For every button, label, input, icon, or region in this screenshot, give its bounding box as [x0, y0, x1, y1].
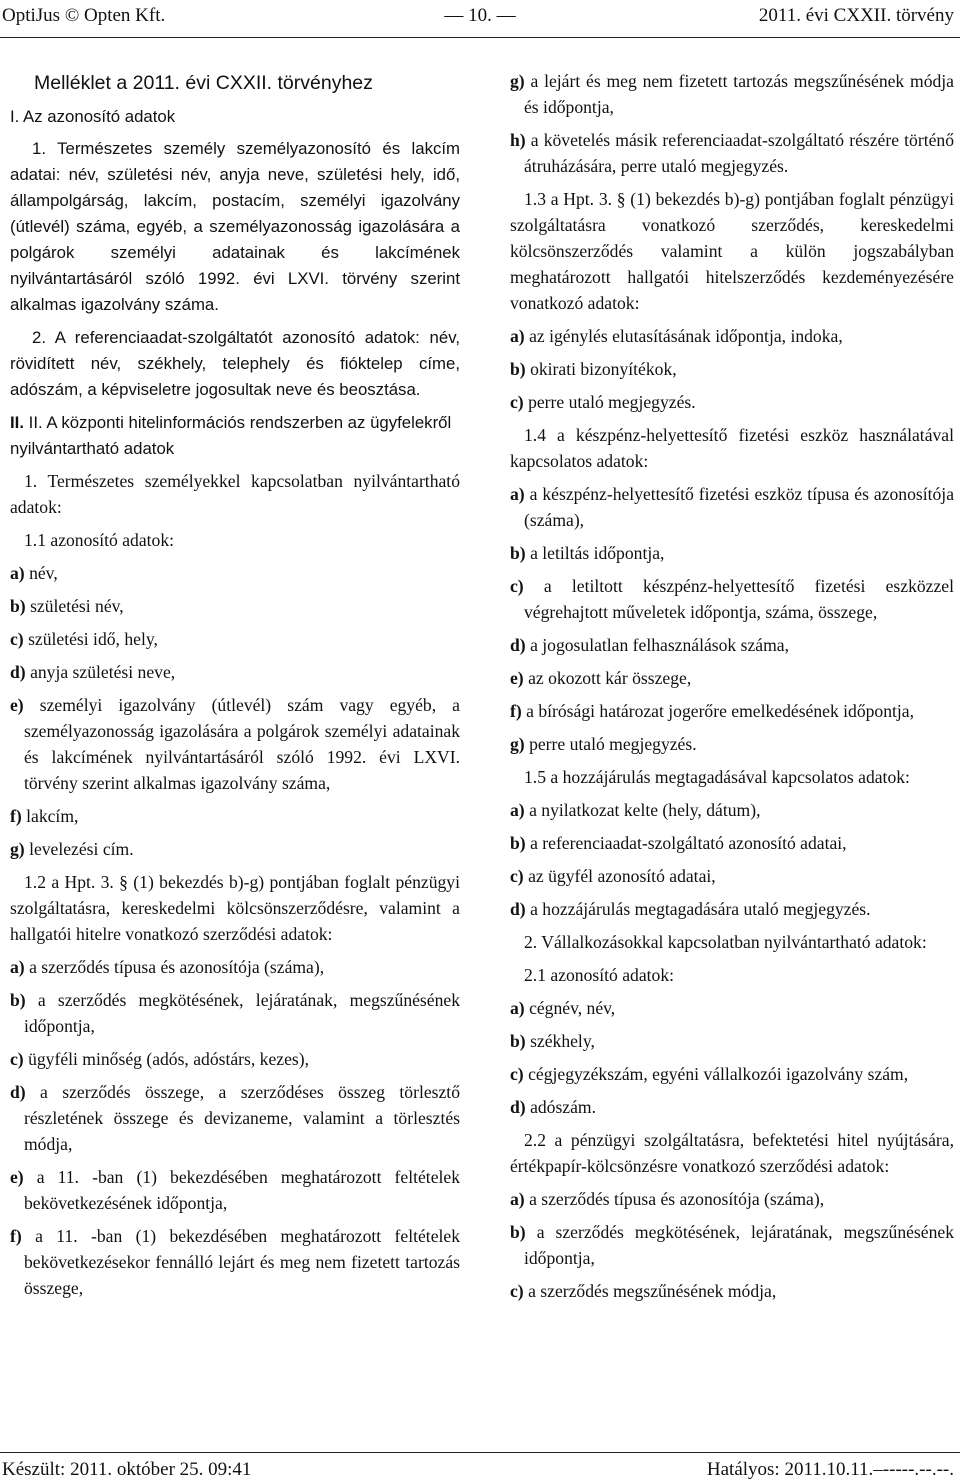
list-item: a) cégnév, név, — [510, 998, 616, 1018]
list-item: a) a szerződés típusa és azonosítója (száma), — [510, 1189, 825, 1209]
list-application-data — [510, 323, 954, 415]
list-item: d) adószám. — [510, 1097, 597, 1117]
list-item: d) a jogosulatlan felhasználások száma, — [510, 635, 789, 655]
list-item: b) születési név, — [10, 596, 124, 616]
paragraph: 2. A referenciaadat-szolgáltatót azonosító adatok: név, rövidített név, székhely, telephely és fióktelep címe, adószám, a képviseletre jogosultak neve és beosztása. — [10, 328, 460, 399]
paragraph: 1.3 a Hpt. 3. § (1) bekezdés b)-g) pontjában foglalt pénzügyi szolgáltatásra vonatkozó szerződés, kereskedelmi kölcsönszerződés valamint a külön jogszabályban meghatározott hallgatói hitelszerződés kezdeményezésére vonatkozó adatok: — [510, 189, 954, 313]
paragraph: 1. Természetes személyekkel kapcsolatban nyilvántartható adatok: — [10, 471, 460, 517]
section-number: II. — [10, 413, 24, 432]
list-item: a) az igénylés elutasításának időpontja, indoka, — [510, 326, 843, 346]
list-identifiers — [10, 560, 460, 862]
list-item: f) a 11. -ban (1) bekezdésében meghatározott feltételek bekövetkezésekor fennálló lejárt és meg nem fizetett tartozás összege, — [10, 1226, 460, 1298]
list-item: a) név, — [10, 563, 58, 583]
footer-divider — [0, 1452, 960, 1453]
list-item: b) székhely, — [510, 1031, 595, 1051]
list-contract-data — [10, 954, 460, 1301]
list-payment-instrument-data — [510, 481, 954, 757]
list-item: c) perre utaló megjegyzés. — [510, 392, 696, 412]
list-item: c) cégjegyzékszám, egyéni vállalkozói igazolvány szám, — [510, 1064, 909, 1084]
right-column — [510, 68, 954, 1311]
list-item: d) anyja születési neve, — [10, 662, 176, 682]
list-contract-data-continued — [510, 68, 954, 179]
list-item: e) a 11. -ban (1) bekezdésében meghatározott feltételek bekövetkezésének időpontja, — [10, 1167, 460, 1213]
header-page-number: — 10. — — [444, 5, 516, 26]
list-item: h) a követelés másik referenciaadat-szolgáltató részére történő átruházására, perre utaló megjegyzés. — [510, 130, 954, 176]
list-item: f) lakcím, — [10, 806, 79, 826]
list-item: c) a letiltott készpénz-helyettesítő fizetési eszközzel végrehajtott műveletek időpontja, száma, összege, — [510, 576, 954, 622]
section-heading-text: II. A központi hitelinformációs rendszerben az ügyfelekről nyilvántartható adatok — [10, 413, 452, 458]
list-item: d) a hozzájárulás megtagadására utaló megjegyzés. — [510, 899, 871, 919]
list-item: c) a szerződés megszűnésének módja, — [510, 1281, 777, 1301]
list-consent-refusal-data — [510, 797, 954, 922]
list-business-contract-data — [510, 1186, 954, 1304]
list-item: g) levelezési cím. — [10, 839, 134, 859]
list-business-identifiers — [510, 995, 954, 1120]
paragraph: 2.2 a pénzügyi szolgáltatásra, befektetési hitel nyújtására, értékpapír-kölcsönzésre vonatkozó szerződési adatok: — [510, 1130, 954, 1176]
list-item: c) ügyféli minőség (adós, adóstárs, kezes), — [10, 1049, 310, 1069]
list-item: b) a szerződés megkötésének, lejáratának, megszűnésének időpontja, — [10, 990, 460, 1036]
list-item: a) a szerződés típusa és azonosítója (száma), — [10, 957, 325, 977]
list-item: g) a lejárt és meg nem fizetett tartozás megszűnésének módja és időpontja, — [510, 71, 954, 117]
list-item: d) a szerződés összege, a szerződéses összeg törlesztő részletének összege és devizaneme, valamint a törlesztés módja, — [10, 1082, 460, 1154]
paragraph: 1.5 a hozzájárulás megtagadásával kapcsolatos adatok: — [524, 767, 910, 787]
list-item: a) a nyilatkozat kelte (hely, dátum), — [510, 800, 761, 820]
left-column — [10, 68, 460, 1308]
header-divider — [0, 37, 960, 38]
paragraph: 1.2 a Hpt. 3. § (1) bekezdés b)-g) pontjában foglalt pénzügyi szolgáltatásra, kereskedelmi kölcsönszerződésre, valamint a hallgatói hitelre vonatkozó szerződési adatok: — [10, 872, 460, 944]
list-item: e) az okozott kár összege, — [510, 668, 692, 688]
header-law-title: 2011. évi CXXII. törvény — [758, 5, 954, 26]
list-item: b) okirati bizonyítékok, — [510, 359, 677, 379]
list-item: c) az ügyfél azonosító adatai, — [510, 866, 716, 886]
section-heading-1: I. Az azonosító adatok — [10, 107, 176, 126]
list-item: g) perre utaló megjegyzés. — [510, 734, 697, 754]
paragraph: 2.1 azonosító adatok: — [524, 965, 675, 985]
paragraph: 1.1 azonosító adatok: — [24, 530, 175, 550]
page-header — [0, 0, 960, 36]
list-item: a) a készpénz-helyettesítő fizetési eszköz típusa és azonosítója (száma), — [510, 484, 954, 530]
header-publisher: OptiJus © Opten Kft. — [2, 5, 166, 26]
paragraph: 1.4 a készpénz-helyettesítő fizetési eszköz használatával kapcsolatos adatok: — [510, 425, 954, 471]
document-title: Melléklet a 2011. évi CXXII. törvényhez — [34, 72, 373, 94]
paragraph: 1. Természetes személy személyazonosító és lakcím adatai: név, születési név, anyja neve, születési hely, idő, állampolgárság, lakcím, postacím, személyi igazolvány (útlevél) száma, egyéb, a személyazonosság igazolására a polgárok személyi adatainak és lakcímének nyilvántartásáról szóló 1992. évi LXVI. törvény szerint alkalmas igazolvány száma. — [10, 139, 460, 314]
paragraph: 2. Vállalkozásokkal kapcsolatban nyilvántartható adatok: — [524, 932, 927, 952]
footer-created: Készült: 2011. október 25. 09:41 — [2, 1459, 252, 1480]
footer-effective: Hatályos: 2011.10.11.–-----.--.--. — [706, 1459, 954, 1480]
list-item: f) a bírósági határozat jogerőre emelkedésének időpontja, — [510, 701, 915, 721]
list-item: b) a letiltás időpontja, — [510, 543, 665, 563]
section-heading-2 — [10, 410, 460, 462]
list-item: b) a szerződés megkötésének, lejáratának, megszűnésének időpontja, — [510, 1222, 954, 1268]
list-item: e) személyi igazolvány (útlevél) szám vagy egyéb, a személyazonosság igazolására a polgárok személyi adatainak és lakcímének nyilvántartásáról szóló 1992. évi LXVI. törvény szerint alkalmas igazolvány száma, — [10, 695, 460, 793]
list-item: b) a referenciaadat-szolgáltató azonosító adatai, — [510, 833, 847, 853]
list-item: c) születési idő, hely, — [10, 629, 158, 649]
